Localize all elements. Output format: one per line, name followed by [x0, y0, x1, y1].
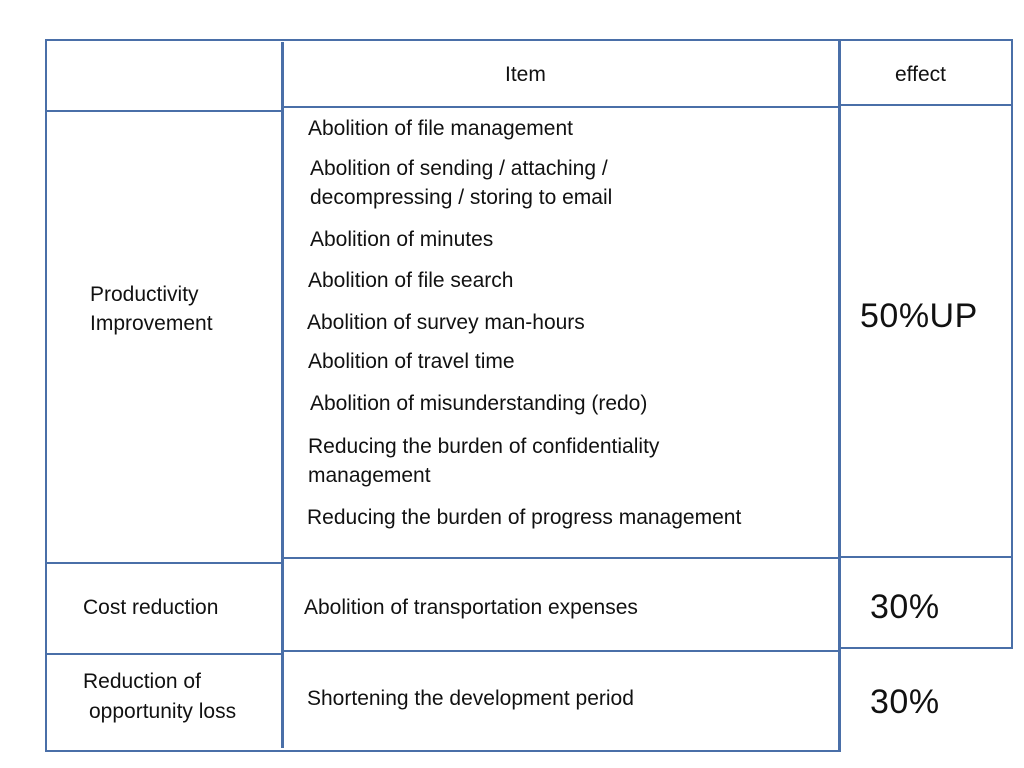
item-file-management: Abolition of file management [308, 117, 573, 140]
table-border-top [45, 39, 1013, 41]
item-misunderstanding: Abolition of misunderstanding (redo) [310, 392, 648, 415]
item-file-search: Abolition of file search [308, 269, 514, 292]
header-divider-left [45, 110, 283, 112]
effect-opportunity-loss: 30% [870, 683, 940, 721]
category-productivity-line1: Productivity [90, 283, 199, 306]
column-divider-2 [838, 39, 841, 752]
category-cost-reduction: Cost reduction [83, 596, 219, 619]
category-opportunity-loss-line1: Reduction of [83, 670, 201, 693]
table-border-right [1011, 39, 1013, 648]
header-divider-mid [283, 106, 840, 108]
item-survey-man-hours: Abolition of survey man-hours [307, 311, 585, 334]
table-border-left [45, 39, 47, 752]
table-border-bottom [45, 750, 840, 752]
category-productivity-line2: Improvement [90, 312, 213, 335]
row2-divider-left [45, 653, 283, 655]
item-progress-management: Reducing the burden of progress management [307, 506, 742, 529]
item-minutes: Abolition of minutes [310, 228, 494, 251]
row2-divider-mid [283, 650, 840, 652]
row1-divider-mid [283, 557, 840, 559]
item-email-line2: decompressing / storing to email [310, 186, 613, 209]
row2-divider-right [840, 647, 1013, 649]
item-confidentiality-line1: Reducing the burden of confidentiality [308, 435, 660, 458]
row1-divider-left [45, 562, 283, 564]
item-email-line1: Abolition of sending / attaching / [310, 157, 608, 180]
column-divider-1 [281, 42, 284, 748]
item-travel-time: Abolition of travel time [308, 350, 515, 373]
category-opportunity-loss-line2: opportunity loss [89, 700, 237, 723]
header-effect: effect [895, 63, 946, 86]
effect-cost-reduction: 30% [870, 588, 940, 626]
item-development-period: Shortening the development period [307, 687, 634, 710]
header-divider-right [840, 104, 1013, 106]
header-item: Item [505, 63, 546, 86]
effect-productivity: 50%UP [860, 297, 978, 335]
item-confidentiality-line2: management [308, 464, 431, 487]
item-transportation-expenses: Abolition of transportation expenses [304, 596, 638, 619]
row1-divider-right [840, 556, 1013, 558]
